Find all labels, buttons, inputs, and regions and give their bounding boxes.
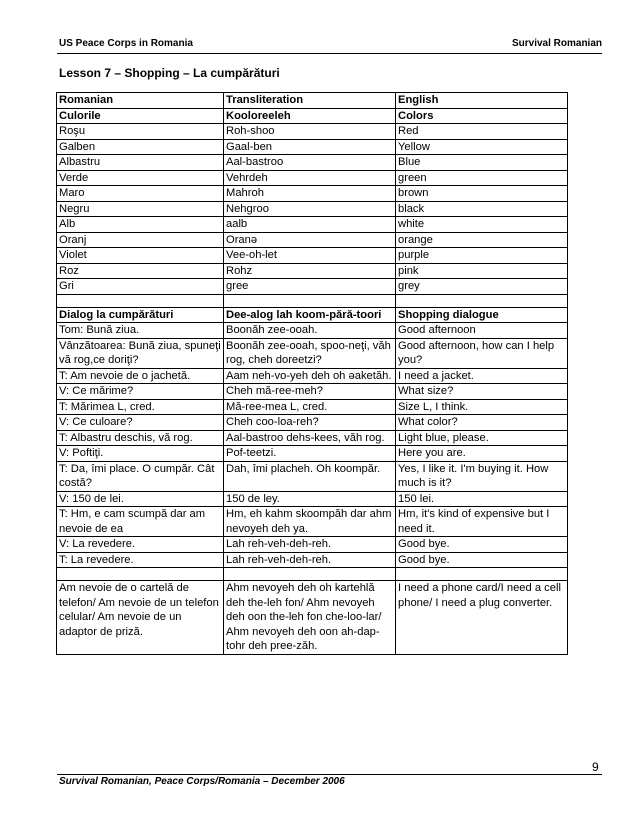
table-cell: Transliteration (224, 93, 396, 109)
table-row (57, 491, 568, 507)
table-row (57, 186, 568, 202)
table-cell: Aam neh-vo-yeh deh oh əaketăh. (224, 368, 396, 384)
table-cell: T: La revedere. (57, 552, 224, 568)
table-cell: What size? (396, 384, 568, 400)
table-cell: Dialog la cumpărături (57, 307, 224, 323)
table-row (57, 552, 568, 568)
table-cell: Light blue, please. (396, 430, 568, 446)
table-row (57, 384, 568, 400)
table-cell: I need a jacket. (396, 368, 568, 384)
empty-cell (224, 568, 396, 581)
table-row (57, 368, 568, 384)
table-cell: Pof-teetzi. (224, 446, 396, 462)
blank-row (57, 294, 568, 307)
table-cell: Cheh mă-ree-meh? (224, 384, 396, 400)
table-row (57, 170, 568, 186)
page-number: 9 (592, 760, 599, 774)
table-row (57, 323, 568, 339)
table-cell: Red (396, 124, 568, 140)
table-cell: V: 150 de lei. (57, 491, 224, 507)
table-cell: Cheh coo-loa-reh? (224, 415, 396, 431)
table-cell: 150 de ley. (224, 491, 396, 507)
table-cell: Mă-ree-mea L, cred. (224, 399, 396, 415)
table-row (57, 430, 568, 446)
table-cell: black (396, 201, 568, 217)
table-cell: Violet (57, 248, 224, 264)
table-cell: T: Am nevoie de o jachetă. (57, 368, 224, 384)
table-cell: Kooloreeleh (224, 108, 396, 124)
dialog-header-row (57, 307, 568, 323)
table-cell: Size L, I think. (396, 399, 568, 415)
table-cell: Mahroh (224, 186, 396, 202)
footer-rule (57, 774, 602, 775)
table-row (57, 139, 568, 155)
table-cell: Yellow (396, 139, 568, 155)
table-cell: V: La revedere. (57, 537, 224, 553)
table-cell: Tom: Bună ziua. (57, 323, 224, 339)
empty-cell (57, 294, 224, 307)
table-cell: Culorile (57, 108, 224, 124)
table-cell: Romanian (57, 93, 224, 109)
table-cell: Albastru (57, 155, 224, 171)
table-cell: Vânzătoarea: Bună ziua, spuneţi vă rog,ce doriţi? (57, 338, 224, 368)
table-row (57, 415, 568, 431)
table-row (57, 263, 568, 279)
table-cell: green (396, 170, 568, 186)
empty-cell (396, 294, 568, 307)
table-cell: purple (396, 248, 568, 264)
table-cell: Aal-bastroo dehs-kees, văh rog. (224, 430, 396, 446)
table-cell: Negru (57, 201, 224, 217)
table-cell: Roh-shoo (224, 124, 396, 140)
table-cell: Ahm nevoyeh deh oh kartehlă deh the-leh fon/ Ahm nevoyeh deh oon the-leh fon che-loo-lar/ Ahm nevoyeh deh oon ah-dap-tohr deh pree-zăh. (224, 581, 396, 655)
vocabulary-table (56, 92, 568, 655)
table-cell: Good afternoon, how can I help you? (396, 338, 568, 368)
table-cell: Good bye. (396, 537, 568, 553)
table-cell: Vehrdeh (224, 170, 396, 186)
table-cell: Vee-oh-let (224, 248, 396, 264)
table-cell: Shopping dialogue (396, 307, 568, 323)
table-cell: brown (396, 186, 568, 202)
table-row (57, 124, 568, 140)
table-cell: T: Mărimea L, cred. (57, 399, 224, 415)
table-cell: Oranə (224, 232, 396, 248)
header-left-text: US Peace Corps in Romania (59, 38, 193, 49)
table-cell: Am nevoie de o cartelă de telefon/ Am nevoie de un telefon celular/ Am nevoie de un adaptor de priză. (57, 581, 224, 655)
table-cell: Hm, eh kahm skoompăh dar ahm nevoyeh deh ya. (224, 507, 396, 537)
blank-row (57, 568, 568, 581)
table-cell: Lah reh-veh-deh-reh. (224, 552, 396, 568)
table-cell: Good afternoon (396, 323, 568, 339)
vocabulary-table-body (57, 93, 568, 655)
table-cell: Blue (396, 155, 568, 171)
table-cell: T: Albastru deschis, vă rog. (57, 430, 224, 446)
header-right-text: Survival Romanian (511, 38, 602, 49)
table-cell: orange (396, 232, 568, 248)
phrases-row (57, 581, 568, 655)
table-cell: Colors (396, 108, 568, 124)
table-cell: Dah, îmi placheh. Oh koompăr. (224, 461, 396, 491)
table-row (57, 201, 568, 217)
table-cell: Maro (57, 186, 224, 202)
table-row (57, 108, 568, 124)
table-header-row (57, 93, 568, 109)
table-cell: English (396, 93, 568, 109)
table-row (57, 279, 568, 295)
table-cell: Roz (57, 263, 224, 279)
table-row (57, 217, 568, 233)
table-cell: Here you are. (396, 446, 568, 462)
table-row (57, 155, 568, 171)
table-cell: V: Poftiţi. (57, 446, 224, 462)
table-row (57, 461, 568, 491)
table-cell: V: Ce mărime? (57, 384, 224, 400)
table-cell: Boonăh zee-ooah. (224, 323, 396, 339)
table-cell: I need a phone card/I need a cell phone/ I need a plug converter. (396, 581, 568, 655)
table-cell: T: Hm, e cam scumpă dar am nevoie de ea (57, 507, 224, 537)
table-cell: Oranj (57, 232, 224, 248)
table-cell: Gri (57, 279, 224, 295)
table-cell: Yes, I like it. I'm buying it. How much is it? (396, 461, 568, 491)
table-cell: Hm, it's kind of expensive but I need it. (396, 507, 568, 537)
table-cell: 150 lei. (396, 491, 568, 507)
table-cell: Rohz (224, 263, 396, 279)
table-cell: Dee-alog lah koom-pără-toori (224, 307, 396, 323)
header-rule (57, 53, 602, 54)
table-cell: Good bye. (396, 552, 568, 568)
table-cell: Roşu (57, 124, 224, 140)
table-cell: Verde (57, 170, 224, 186)
table-cell: Alb (57, 217, 224, 233)
table-row (57, 248, 568, 264)
table-row (57, 507, 568, 537)
table-cell: What color? (396, 415, 568, 431)
table-cell: Lah reh-veh-deh-reh. (224, 537, 396, 553)
page-footer: Survival Romanian, Peace Corps/Romania – December 2006 (59, 776, 345, 787)
empty-cell (57, 568, 224, 581)
table-row (57, 537, 568, 553)
table-row (57, 338, 568, 368)
table-cell: Galben (57, 139, 224, 155)
table-cell: aalb (224, 217, 396, 233)
table-cell: Nehgroo (224, 201, 396, 217)
table-cell: Boonăh zee-ooah, spoo-neţi, văh rog, cheh doreetzi? (224, 338, 396, 368)
table-cell: gree (224, 279, 396, 295)
table-cell: T: Da, îmi place. O cumpăr. Cât costă? (57, 461, 224, 491)
table-cell: Gaal-ben (224, 139, 396, 155)
page-header (59, 38, 602, 52)
table-cell: pink (396, 263, 568, 279)
table-cell: V: Ce culoare? (57, 415, 224, 431)
table-row (57, 232, 568, 248)
lesson-title: Lesson 7 – Shopping – La cumpărături (59, 66, 280, 80)
table-cell: grey (396, 279, 568, 295)
table-row (57, 399, 568, 415)
table-cell: Aal-bastroo (224, 155, 396, 171)
empty-cell (396, 568, 568, 581)
empty-cell (224, 294, 396, 307)
table-cell: white (396, 217, 568, 233)
table-row (57, 446, 568, 462)
